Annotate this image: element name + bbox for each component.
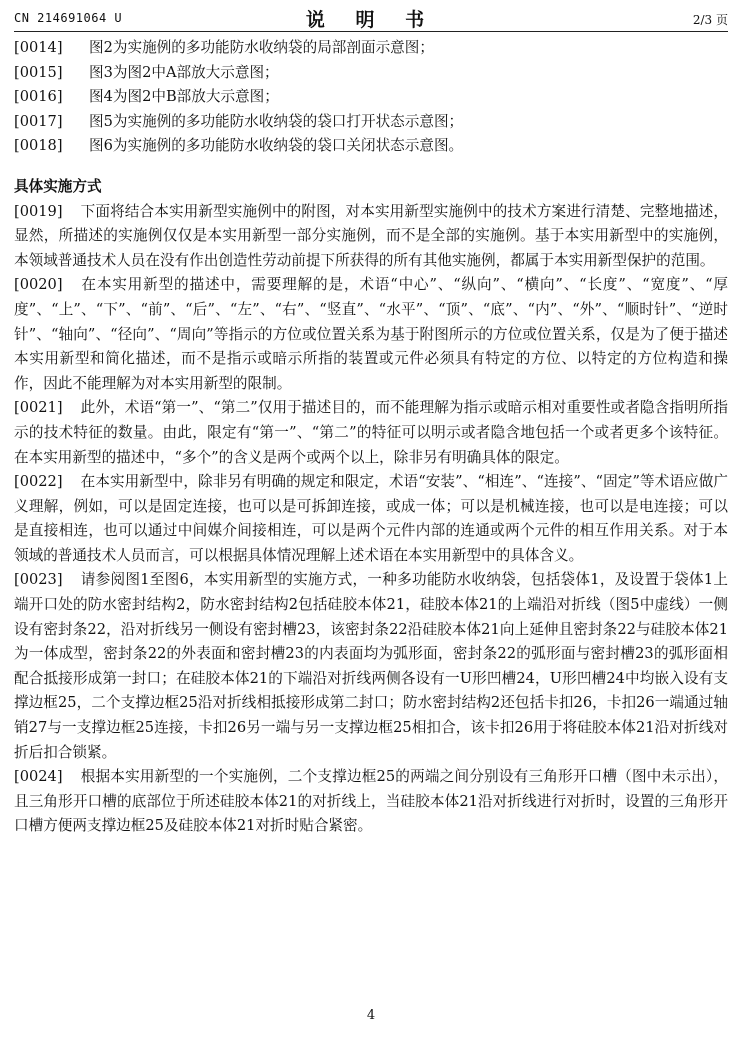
paragraph-number: [0022] [14, 473, 63, 491]
list-item-text: 图3为图2中A部放大示意图； [89, 63, 279, 81]
paragraph-number: [0014] [14, 39, 63, 56]
page-counter: 2/3 页 [692, 13, 728, 27]
paragraph [14, 765, 728, 839]
paragraph-number: [0021] [14, 399, 63, 417]
paragraph-number: [0023] [14, 571, 63, 589]
paragraph-number: [0019] [14, 202, 63, 220]
paragraph-text: 根据本实用新型的一个实施例，二个支撑边框25的两端之间分别设有三角形开口槽（图中未示出），且三角形开口槽的底部位于所述硅胶本体21的对折线上，当硅胶本体21沿对折线进行对折时，设置的三角形开口槽方便两支撑边框25及硅胶本体21对折时贴合紧密。 [14, 768, 728, 835]
paragraph [14, 273, 728, 396]
patent-number: CN 214691064 U [14, 11, 123, 25]
paragraph-number: [0017] [14, 112, 63, 130]
document-title: 说 明 书 [305, 9, 437, 31]
paragraph-text: 此外，术语“第一”、“第二”仅用于描述目的，而不能理解为指示或暗示相对重要性或者隐含指明所指示的技术特征的数量。由此，限定有“第一”、“第二”的特征可以明示或者隐含地包括一个或者更多个该特征。在本实用新型的描述中，“多个”的含义是两个或两个以上，除非另有明确具体的限定。 [14, 399, 728, 466]
paragraph-number: [0016] [14, 88, 63, 106]
document-body [14, 36, 728, 839]
list-item [14, 85, 728, 110]
paragraph-text: 在本实用新型中，除非另有明确的规定和限定，术语“安装”、“相连”、“连接”、“固定”等术语应做广义理解，例如，可以是固定连接，也可以是可拆卸连接，或成一体；可以是机械连接，也可以是电连接；可以是直接相连，也可以通过中间媒介间接相连，可以是两个元件内部的连通或两个元件的相互作用关系。对于本领域的普通技术人员而言，可以根据具体情况理解上述术语在本实用新型中的具体含义。 [14, 473, 728, 564]
paragraph-text: 请参阅图1至图6，本实用新型的实施方式，一种多功能防水收纳袋，包括袋体1，及设置于袋体1上端开口处的防水密封结构2，防水密封结构2包括硅胶本体21，硅胶本体21的上端沿对折线（图5中虚线）一侧设有密封条22，沿对折线另一侧设有密封槽23，该密封条22沿硅胶本体21向上延伸且密封条22与硅胶本体21为一体成型，密封条22的外表面和密封槽23的内表面均为弧形面，密封条22的弧形面与密封槽23的弧形面相配合抵接形成第一封口；在硅胶本体21的下端沿对折线两侧各设有一U形凹槽24，U形凹槽24中均嵌入设有支撑边框25，二个支撑边框25沿对折线相抵接形成第二封口；防水密封结构2还包括卡扣26，卡扣26一端通过轴销27与一支撑边框25连接，卡扣26另一端与另一支撑边框25相扣合，该卡扣26用于将硅胶本体21沿对折线对折后扣合锁紧。 [14, 571, 728, 761]
list-item [14, 110, 728, 135]
list-item [14, 134, 728, 159]
page-header [14, 4, 728, 31]
paragraph-number: [0018] [14, 137, 63, 155]
list-item-text: 图5为实施例的多功能防水收纳袋的袋口打开状态示意图； [89, 112, 464, 130]
paragraph [14, 200, 728, 274]
list-item-text: 图4为图2中B部放大示意图； [89, 88, 279, 106]
header-divider [14, 31, 728, 32]
paragraph [14, 396, 728, 470]
paragraph [14, 470, 728, 568]
paragraph-number: [0015] [14, 63, 63, 81]
list-item [14, 36, 728, 61]
paragraph [14, 568, 728, 765]
section-heading: 具体实施方式 [14, 177, 102, 195]
paragraph-text: 在本实用新型的描述中，需要理解的是，术语“中心”、“纵向”、“横向”、“长度”、“宽度”、“厚度”、“上”、“下”、“前”、“后”、“左”、“右”、“竖直”、“水平”、“顶”、“底”、“内”、“外”、“顺时针”、“逆时针”、“轴向”、“径向”、“周向”等指示的方位或位置关系为基于附图所示的方位或位置关系，仅是为了便于描述本实用新型和简化描述，而不是指示或暗示所指的装置或元件必须具有特定的方位、以特定的方位构造和操作，因此不能理解为对本实用新型的限制。 [14, 276, 728, 392]
page-number: 4 [366, 1008, 376, 1023]
paragraph-number: [0024] [14, 768, 63, 786]
list-item-text: 图2为实施例的多功能防水收纳袋的局部剖面示意图； [89, 39, 434, 56]
paragraph-text: 下面将结合本实用新型实施例中的附图，对本实用新型实施例中的技术方案进行清楚、完整地描述，显然，所描述的实施例仅仅是本实用新型一部分实施例，而不是全部的实施例。基于本实用新型中的实施例，本领域普通技术人员在没有作出创造性劳动前提下所获得的所有其他实施例，都属于本实用新型保护的范围。 [14, 202, 728, 269]
list-item [14, 61, 728, 86]
list-item-text: 图6为实施例的多功能防水收纳袋的袋口关闭状态示意图。 [89, 137, 464, 155]
paragraph-number: [0020] [14, 276, 63, 294]
